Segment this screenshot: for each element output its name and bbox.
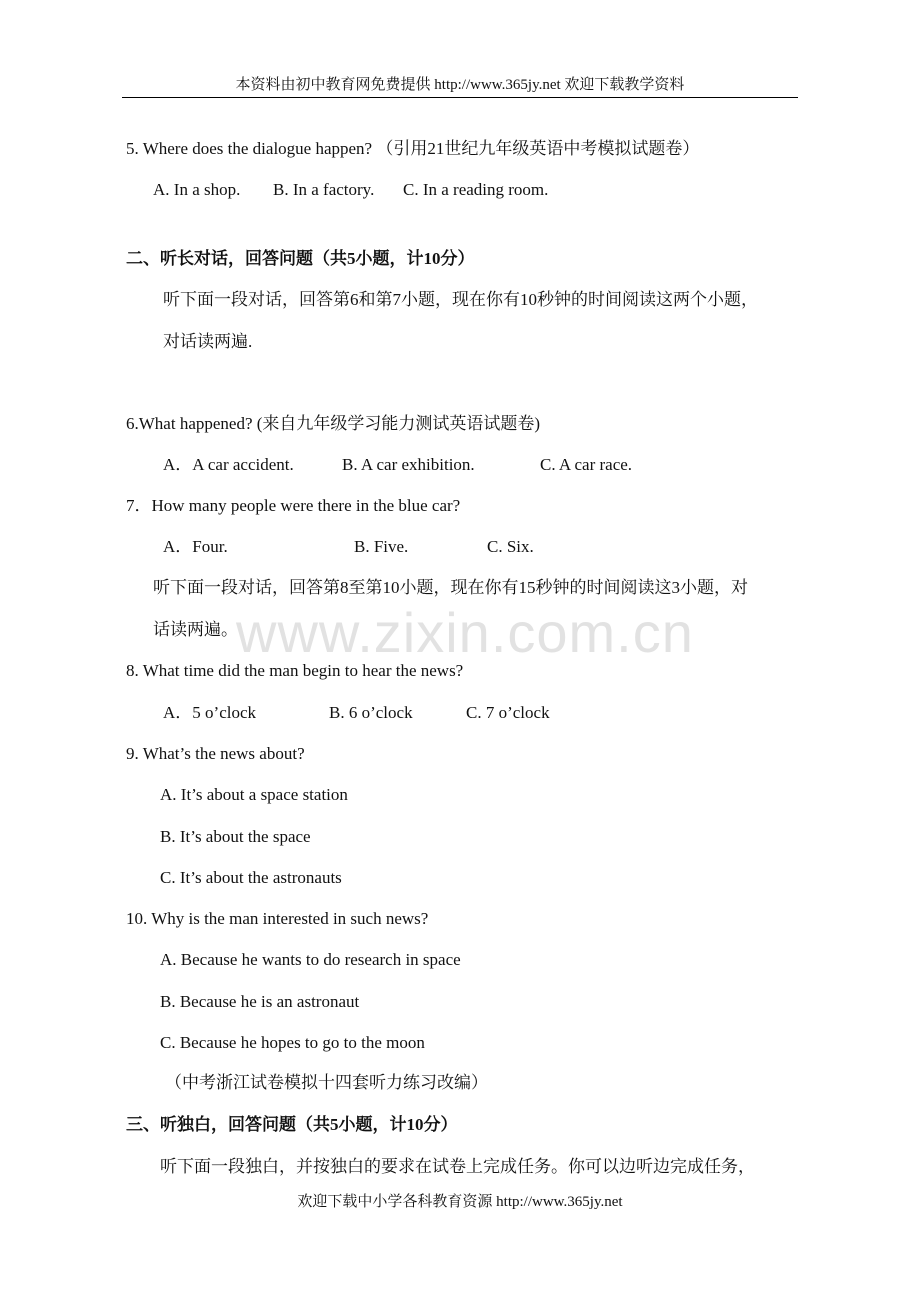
question-7-options — [163, 536, 534, 558]
section-2-title: 二、听长对话，回答问题（共5小题，计10分） — [126, 249, 475, 268]
question-10-option-a: A. Because he wants to do research in space — [160, 950, 461, 969]
question-9-option-a: A. It’s about a space station — [160, 785, 348, 804]
question-5-option-b: B. In a factory. — [273, 180, 375, 199]
question-6-option-a: A．A car accident. — [163, 455, 294, 474]
question-6-stem: 6.What happened? (来自九年级学习能力测试英语试题卷) — [126, 414, 541, 433]
section-3-title: 三、听独白，回答问题（共5小题，计10分） — [126, 1115, 458, 1134]
question-7-option-a: A．Four. — [163, 537, 228, 556]
question-9-stem: 9. What’s the news about? — [126, 744, 305, 763]
question-5-option-c: C. In a reading room. — [403, 180, 549, 199]
question-8-option-b: B. 6 o’clock — [329, 703, 413, 722]
question-6-options — [163, 454, 632, 476]
question-10-stem: 10. Why is the man interested in such news? — [126, 909, 429, 928]
question-8-option-c: C. 7 o’clock — [466, 703, 550, 722]
question-9-option-b: B. It’s about the space — [160, 827, 311, 846]
question-8-options — [163, 702, 550, 724]
question-10-option-b: B. Because he is an astronaut — [160, 992, 360, 1011]
section-2-intro-line1: 听下面一段对话，回答第6和第7小题，现在你有10秒钟的时间阅读这两个小题， — [163, 290, 758, 309]
header-text: 本资料由初中教育网免费提供 http://www.365jy.net 欢迎下载教学资料 — [235, 77, 685, 93]
question-7-stem: 7．How many people were there in the blue car? — [126, 496, 461, 515]
header-rule — [122, 97, 798, 98]
question-6-option-c: C. A car race. — [540, 455, 633, 474]
question-7-option-b: B. Five. — [354, 537, 409, 556]
question-10-option-c: C. Because he hopes to go to the moon — [160, 1033, 425, 1052]
instruction-2-line2: 话读两遍。 — [153, 620, 238, 639]
footer-text: 欢迎下载中小学各科教育资源 http://www.365jy.net — [297, 1194, 623, 1210]
section-2-intro-line2: 对话读两遍. — [163, 332, 253, 351]
question-8-stem: 8. What time did the man begin to hear the news? — [126, 661, 464, 680]
question-5-option-a: A. In a shop. — [153, 180, 241, 199]
question-5-stem: 5. Where does the dialogue happen? （引用21世纪九年级英语中考模拟试题卷） — [126, 139, 700, 158]
question-6-option-b: B. A car exhibition. — [342, 455, 475, 474]
section-3-intro-line1: 听下面一段独白，并按独白的要求在试卷上完成任务。你可以边听边完成任务， — [160, 1157, 755, 1176]
question-7-option-c: C. Six. — [487, 537, 534, 556]
watermark: www.zixin.com.cn — [236, 601, 694, 664]
source-note: （中考浙江试卷模拟十四套听力练习改编） — [165, 1073, 488, 1092]
question-5-options — [153, 179, 548, 201]
question-8-option-a: A．5 o’clock — [163, 703, 257, 722]
question-9-option-c: C. It’s about the astronauts — [160, 868, 342, 887]
instruction-2-line1: 听下面一段对话，回答第8至第10小题，现在你有15秒钟的时间阅读这3小题，对 — [153, 578, 748, 597]
